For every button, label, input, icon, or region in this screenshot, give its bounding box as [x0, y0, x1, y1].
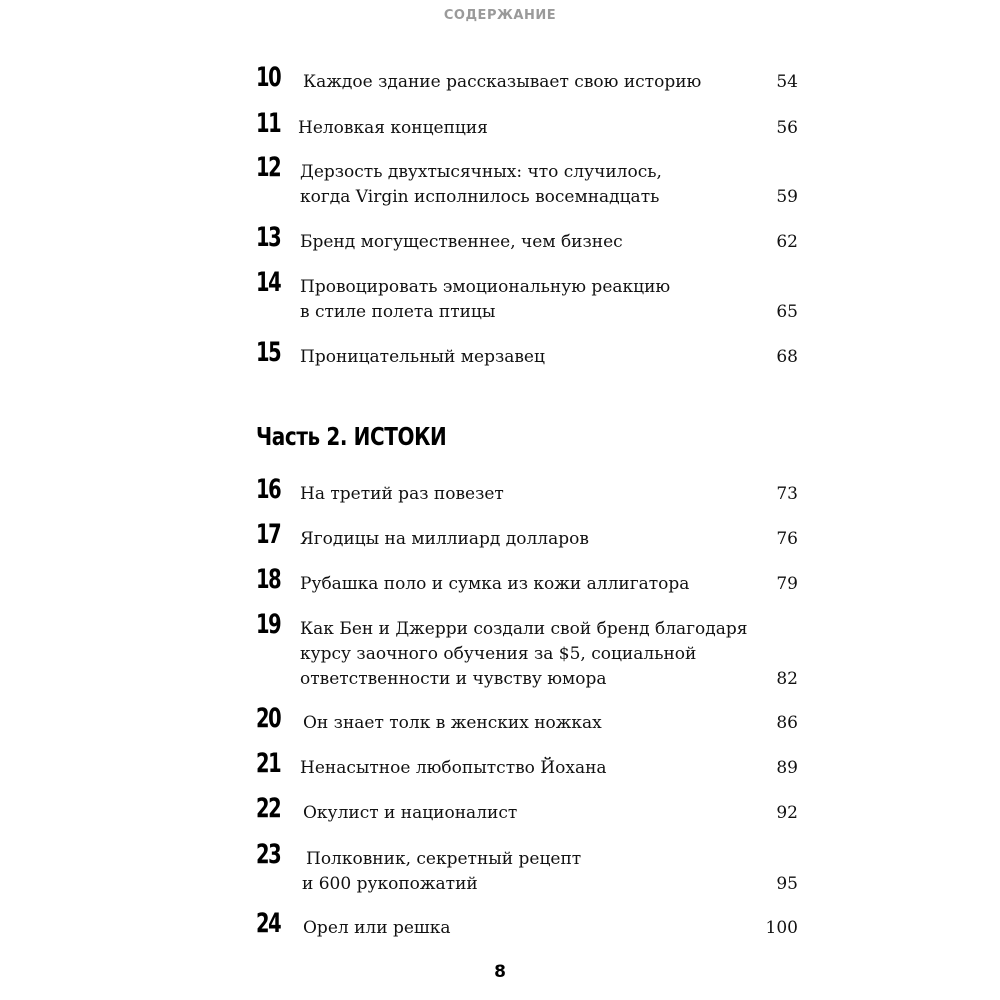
chapter-title-line: в стиле полета птицы [300, 302, 496, 322]
chapter-number: 13 [256, 222, 281, 253]
chapter-number: 21 [256, 748, 281, 779]
chapter-title [303, 916, 743, 941]
chapter-title [300, 275, 740, 325]
chapter-number: 14 [256, 267, 281, 298]
chapter-number: 20 [256, 703, 281, 734]
chapter-title [300, 756, 740, 781]
chapter-title [303, 70, 743, 95]
chapter-number: 19 [256, 609, 281, 640]
page-number: 89 [776, 758, 798, 778]
page-number: 82 [776, 669, 798, 689]
chapter-number: 12 [256, 152, 281, 183]
chapter-title-line: Неловкая концепция [298, 118, 488, 138]
chapter-number: 16 [256, 474, 281, 505]
chapter-title-line: На третий раз повезет [300, 484, 504, 504]
chapter-title-line: Как Бен и Джерри создали свой бренд благодаря [300, 619, 748, 639]
chapter-title [300, 617, 800, 692]
chapter-title-line: Он знает толк в женских ножках [303, 713, 602, 733]
chapter-title [302, 847, 742, 897]
page-number: 76 [776, 529, 798, 549]
chapter-title [303, 801, 743, 826]
chapter-title [300, 345, 740, 370]
page-number: 65 [776, 302, 798, 322]
chapter-title-line: и 600 рукопожатий [302, 874, 478, 894]
chapter-number: 10 [256, 62, 281, 93]
page-number: 95 [776, 874, 798, 894]
page-number: 54 [776, 72, 798, 92]
page-number: 92 [776, 803, 798, 823]
part-title: ИСТОКИ [353, 422, 447, 451]
chapter-number: 24 [256, 908, 281, 939]
chapter-number: 18 [256, 564, 281, 595]
chapter-title-line: ответственности и чувству юмора [300, 669, 607, 689]
page-number: 59 [776, 187, 798, 207]
page-number: 73 [776, 484, 798, 504]
chapter-title-line: Проницательный мерзавец [300, 347, 545, 367]
chapter-number: 15 [256, 337, 281, 368]
chapter-title [300, 482, 740, 507]
chapter-title [300, 572, 740, 597]
chapter-title [300, 160, 740, 210]
chapter-number: 11 [256, 108, 281, 139]
chapter-title-line: Ягодицы на миллиард долларов [300, 529, 589, 549]
chapter-title-line: Дерзость двухтысячных: что случилось, [300, 162, 662, 182]
chapter-title [298, 116, 738, 141]
page-folio: 8 [494, 962, 506, 982]
chapter-title-line: курсу заочного обучения за $5, социальной [300, 644, 697, 664]
page-number: 56 [776, 118, 798, 138]
chapter-title-line: Полковник, секретный рецепт [306, 849, 582, 869]
chapter-title-line: когда Virgin исполнилось восемнадцать [300, 187, 660, 207]
chapter-title-line: Каждое здание рассказывает свою историю [303, 72, 702, 92]
page-number: 86 [776, 713, 798, 733]
page-number: 100 [765, 918, 798, 938]
chapter-number: 23 [256, 839, 281, 870]
chapter-title-line: Бренд могущественнее, чем бизнес [300, 232, 623, 252]
chapter-title [300, 527, 740, 552]
chapter-title [303, 711, 743, 736]
chapter-title [300, 230, 740, 255]
part-heading [256, 422, 446, 451]
page-number: 79 [776, 574, 798, 594]
chapter-number: 22 [256, 793, 281, 824]
chapter-title-line: Рубашка поло и сумка из кожи аллигатора [300, 574, 690, 594]
chapter-title-line: Орел или решка [303, 918, 451, 938]
chapter-title-line: Провоцировать эмоциональную реакцию [300, 277, 671, 297]
running-head: СОДЕРЖАНИЕ [443, 8, 557, 23]
part-label: Часть 2. [256, 422, 348, 451]
chapter-number: 17 [256, 519, 281, 550]
page-number: 62 [776, 232, 798, 252]
chapter-title-line: Ненасытное любопытство Йохана [300, 758, 607, 778]
chapter-title-line: Окулист и националист [303, 803, 518, 823]
page-number: 68 [776, 347, 798, 367]
